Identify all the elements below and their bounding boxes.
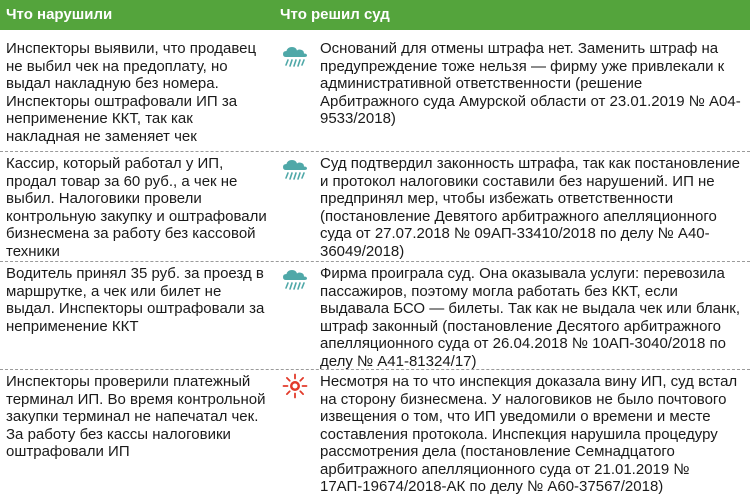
- row-2-violation: Кассир, который работал у ИП, продал товар за 60 руб., а чек не выбил. Налоговики провели контрольную закупку и оштрафовали бизнесмена за работу без кассовой техники: [6, 155, 267, 260]
- row-divider: [0, 369, 750, 370]
- row-1-decision: Оснований для отмены штрафа нет. Заменить штраф на предупреждение тоже нельзя — фирму уже привлекали к административной ответственности (решение Арбитражного суда Амурской области от 23.01.2019 № А04-9533/2018): [320, 40, 741, 127]
- row-3-decision: Фирма проиграла суд. Она оказывала услуги: перевозила пассажиров, поэтому могла работать без ККТ, если выдавала БСО — билеты. Так как не выдала чек или бланк, штраф законный (постановление Десятого арбитражного апелляционного суда от 26.04.2018 № 10АП-3040/2018 по делу № А41-81324/17): [320, 265, 740, 370]
- rain-cloud-icon: [280, 44, 310, 70]
- table-header: [0, 0, 750, 30]
- row-divider: [0, 261, 750, 262]
- row-2-decision: Суд подтвердил законность штрафа, так как постановление и протокол налоговики составили без нарушений. ИП не предпринял мер, чтобы избежать ответственности (постановление Девятого арбитражного апелляционного суда от 27.07.2018 № 09АП-33410/2018 по делу № А40-36049/2018): [320, 155, 740, 260]
- column-header-violation: Что нарушили: [6, 6, 113, 23]
- column-header-decision: Что решил суд: [280, 6, 390, 23]
- row-3-violation: Водитель принял 35 руб. за проезд в маршрутке, а чек или билет не выдал. Инспекторы оштрафовали за неприменение ККТ: [6, 265, 265, 335]
- rain-cloud-icon: [280, 157, 310, 183]
- sun-icon: [280, 373, 310, 399]
- row-4-violation: Инспекторы проверили платежный терминал ИП. Во время контрольной закупки терминал не напечатал чек. За работу без кассы налоговики оштрафовали ИП: [6, 373, 266, 460]
- row-4-decision: Несмотря на то что инспекция доказала вину ИП, суд встал на сторону бизнесмена. У налоговиков не было почтового извещения о том, что ИП уведомили о времени и месте составления протокола. Инспекция нарушила процедуру рассмотрения дела (постановление Семнадцатого арбитражного апелляционного суда от 21.01.2019 № 17АП-19674/2018-АК по делу № А60-37567/2018): [320, 373, 738, 495]
- row-1-violation: Инспекторы выявили, что продавец не выбил чек на предоплату, но выдал накладную без номера. Инспекторы оштрафовали ИП за неприменение ККТ, так как накладная не заменяет чек: [6, 40, 257, 145]
- rain-cloud-icon: [280, 267, 310, 293]
- row-divider: [0, 151, 750, 152]
